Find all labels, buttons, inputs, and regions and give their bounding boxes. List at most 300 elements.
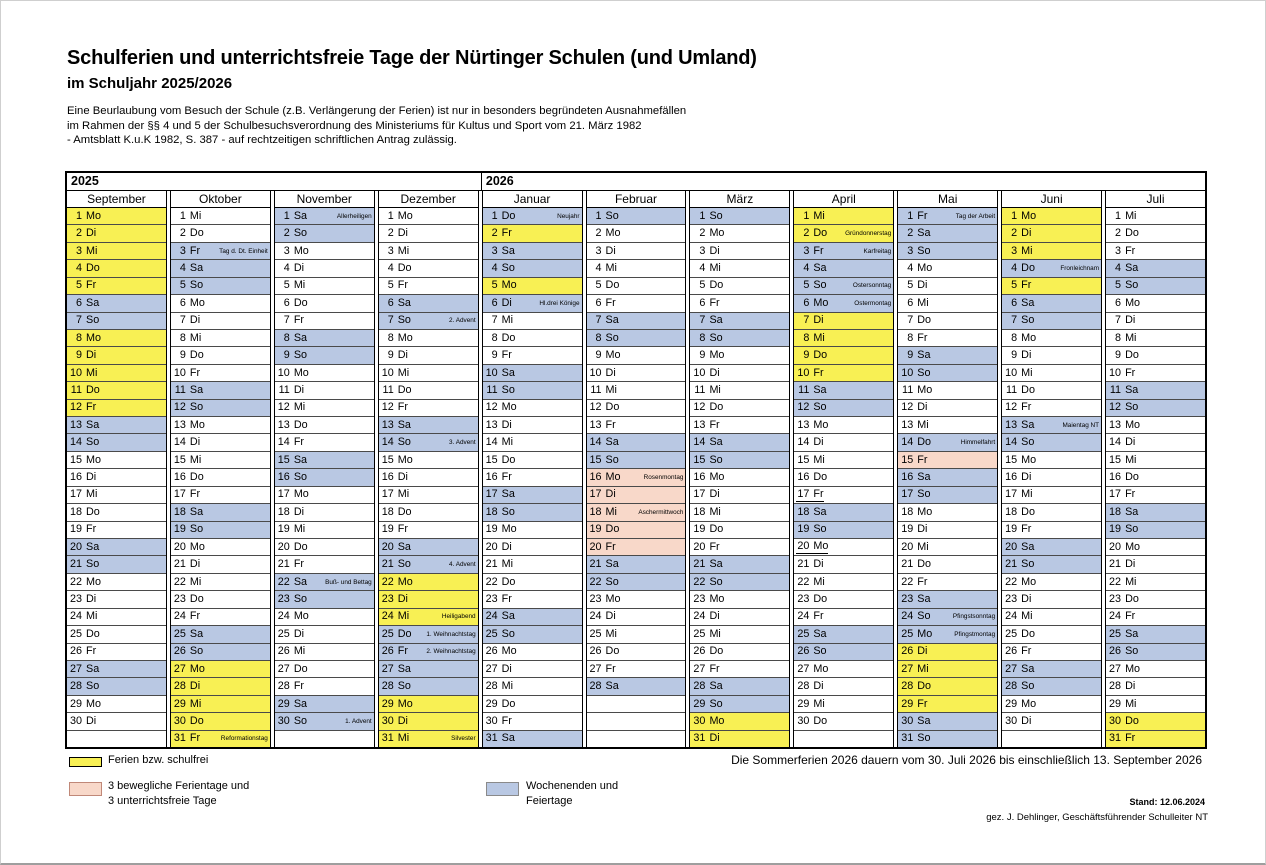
day-label [381,471,408,484]
day-label [1108,367,1135,380]
day-number: 25 [901,627,914,640]
day-cell [587,678,686,695]
day-label [69,698,101,711]
day-number: 4 [387,261,394,274]
day-label [485,279,517,292]
day-number: 16 [173,471,186,484]
day-number: 24 [1005,610,1018,623]
day-number: 22 [1005,575,1018,588]
day-cell [275,522,374,539]
day-weekday: Mo [917,261,933,274]
day-weekday: Do [293,540,308,553]
day-label [796,680,823,693]
day-cell [483,574,582,591]
day-cell [794,574,893,591]
day-weekday: Di [709,732,720,745]
day-weekday: Fr [917,209,928,222]
day-label [277,349,307,362]
day-weekday: So [397,314,411,327]
day-annotation: Ostermontag [854,299,892,307]
day-number: 14 [901,436,914,449]
day-number: 29 [1109,697,1122,710]
day-weekday: Mi [813,697,825,710]
day-cell [898,487,997,504]
day-label [277,628,304,641]
day-cell [1106,434,1205,451]
day-annotation: 2. Advent [448,317,476,325]
day-label [485,610,515,623]
day-weekday: Mo [1125,296,1141,309]
day-number: 7 [1115,314,1122,327]
day-cell [67,713,166,730]
day-weekday: So [1021,314,1035,327]
day-label [69,645,96,658]
day-label [900,245,930,258]
day-label [796,576,824,589]
day-label [1108,506,1138,519]
day-number: 16 [1109,471,1122,484]
day-cell [1106,644,1205,661]
day-number: 29 [485,697,498,710]
day-weekday: Fr [605,418,616,431]
day-number: 24 [277,610,290,623]
day-cell [794,713,893,730]
day-number: 5 [1115,279,1122,292]
day-weekday: Do [709,645,724,658]
day-number: 30 [69,714,82,727]
day-number: 27 [901,662,914,675]
month-column-oktober [170,191,271,747]
intro-line-1: Eine Beurlaubung vom Besuch der Schule (z.B. Verlängerung der Ferien) ist nur in besonders begründeten Ausnahmefällen [67,105,687,117]
day-number: 8 [907,331,914,344]
day-cell [379,295,478,312]
day-cell [690,208,789,225]
day-number: 28 [173,680,186,693]
day-label [692,698,722,711]
month-header: Juni [1002,191,1101,208]
day-label [277,558,304,571]
day-weekday: Mo [709,714,725,727]
day-weekday: Do [86,383,100,396]
day-cell [483,609,582,626]
day-cell [587,591,686,608]
day-label [589,367,616,380]
day-number: 10 [485,366,498,379]
day-weekday: Do [605,401,620,414]
day-label [692,628,720,641]
day-cell [379,504,478,521]
day-weekday: Mi [605,383,617,396]
day-weekday: Mo [917,505,933,518]
day-cell [67,365,166,382]
month-header: März [690,191,789,208]
day-label [589,506,617,519]
day-weekday: Di [1021,592,1032,605]
day-weekday: Mi [397,488,410,501]
day-weekday: Mo [86,453,101,466]
day-number: 2 [387,227,394,240]
day-cell [379,208,478,225]
day-cell [1106,626,1205,643]
day-weekday: Sa [293,575,308,588]
day-weekday: Mi [397,732,410,745]
day-cell [898,452,997,469]
day-label [381,454,413,467]
day-label [277,279,305,292]
day-label [589,645,620,658]
day-label [69,541,99,554]
day-cell [275,330,374,347]
day-cell [587,469,686,486]
day-weekday: Sa [293,697,308,710]
day-number: 8 [595,331,602,344]
day-annotation: Tag d. Dt. Einheit [219,247,268,255]
day-label [692,558,722,571]
day-label [796,419,828,432]
day-label [589,227,621,240]
day-label [692,262,720,275]
day-annotation: Heiligabend [441,613,476,621]
day-label [485,297,512,310]
day-number: 20 [693,540,706,553]
day-weekday: Mi [86,610,98,623]
day-weekday: Mo [813,662,829,675]
day-number: 30 [693,714,706,727]
day-number: 27 [173,662,186,675]
day-cell [1002,330,1101,347]
day-cell [690,556,789,573]
day-weekday: Mi [813,209,825,222]
day-cell [483,556,582,573]
day-label [900,349,930,362]
day-weekday: So [917,488,931,501]
day-number: 2 [907,227,914,240]
day-label [1004,314,1034,327]
day-label [692,680,722,693]
day-label [173,314,200,327]
day-weekday: Mi [501,436,514,449]
day-weekday: Di [397,227,408,240]
day-cell [275,295,374,312]
day-number: 25 [485,627,498,640]
day-weekday: Mi [605,627,617,640]
day-number: 20 [485,540,498,553]
day-label [485,314,513,327]
day-cell [794,556,893,573]
day-label [589,488,616,501]
day-label [277,332,307,345]
day-weekday: Di [605,488,616,501]
day-number: 16 [797,471,810,484]
day-weekday: So [86,680,100,693]
day-weekday: Mo [709,471,725,484]
day-number: 18 [69,505,82,518]
day-label [381,262,412,275]
day-cell [483,539,582,556]
day-number: 11 [902,383,914,396]
day-number: 10 [69,366,82,379]
month-header: Juli [1106,191,1205,208]
day-weekday: Mo [86,697,101,710]
day-label [1004,506,1035,519]
day-label [277,245,309,258]
day-weekday: So [605,575,619,588]
month-header: Januar [483,191,582,208]
day-weekday: Mi [293,523,306,536]
day-number: 24 [381,610,394,623]
day-label [173,454,201,467]
day-weekday: So [917,732,931,745]
page-title: Schulferien und unterrichtsfreie Tage der Nürtinger Schulen (und Umland) [67,47,757,69]
day-cell [379,347,478,364]
day-cell [690,504,789,521]
day-cell [275,678,374,695]
day-label [381,367,409,380]
day-weekday: Do [501,575,516,588]
day-cell [794,504,893,521]
day-cell [67,347,166,364]
day-weekday: Mi [917,540,929,553]
day-label [1108,349,1139,362]
day-cell [794,225,893,242]
month-days [275,208,374,747]
day-weekday: Sa [1125,627,1139,640]
day-cell [275,556,374,573]
day-label [1108,332,1136,345]
day-weekday: Do [813,349,828,362]
day-weekday: Fr [709,296,720,309]
day-label [485,367,515,380]
day-label [692,471,724,484]
day-weekday: Fr [189,366,201,379]
day-weekday: Do [86,505,100,518]
day-label [69,558,99,571]
day-weekday: Mo [293,244,309,257]
month-column-april [793,191,894,747]
day-label [589,401,620,414]
day-number: 19 [901,523,914,536]
day-number: 10 [797,366,810,379]
day-cell [898,539,997,556]
day-label [277,698,307,711]
day-weekday: Sa [917,349,931,362]
day-cell [794,522,893,539]
day-label [1108,419,1140,432]
day-number: 10 [693,366,706,379]
day-cell [67,661,166,678]
day-weekday: So [813,279,827,292]
day-weekday: So [605,331,619,344]
empty-day-cell [67,731,166,747]
day-cell [794,208,893,225]
day-label [277,715,307,728]
day-weekday: Sa [501,610,515,623]
day-number: 6 [283,296,290,309]
day-label [796,279,826,292]
day-number: 23 [589,592,602,605]
day-label [692,210,722,223]
day-number: 11 [70,383,82,396]
day-cell [587,365,686,382]
day-cell [379,469,478,486]
day-number: 4 [283,261,290,274]
day-label [796,715,827,728]
day-cell [898,382,997,399]
day-number: 8 [75,331,82,344]
day-label [69,227,96,240]
day-weekday: Mi [86,366,98,379]
day-cell [794,487,893,504]
day-label [485,506,515,519]
day-cell [1002,382,1101,399]
day-number: 30 [901,714,914,727]
day-weekday: Fr [86,401,97,414]
day-weekday: Fr [86,523,97,536]
day-number: 11 [590,383,602,396]
day-number: 31 [1109,732,1122,745]
day-number: 1 [179,209,186,222]
day-weekday: Do [1021,261,1035,274]
day-number: 27 [693,662,706,675]
day-label [277,663,308,676]
day-number: 8 [387,331,394,344]
day-weekday: Mi [709,383,721,396]
day-label [381,245,409,258]
day-weekday: Sa [86,296,100,309]
day-cell [483,278,582,295]
month-days [171,208,270,747]
day-number: 10 [277,366,290,379]
day-weekday: Do [917,558,932,571]
day-label [173,297,205,310]
day-number: 27 [485,662,498,675]
day-label [692,593,724,606]
day-weekday: Mo [397,697,413,710]
day-cell [275,504,374,521]
day-cell [794,469,893,486]
day-weekday: Di [189,680,201,693]
day-cell [690,609,789,626]
day-weekday: Di [189,558,201,571]
day-number: 13 [797,418,810,431]
day-weekday: Mi [709,505,721,518]
day-label [485,471,512,484]
day-label [796,698,824,711]
day-label [589,419,616,432]
day-number: 23 [797,592,810,605]
day-weekday: Do [709,279,724,292]
day-label [381,419,411,432]
day-label [796,384,826,397]
day-weekday: Mi [501,314,514,327]
day-label [381,332,413,345]
day-label [69,454,101,467]
day-cell [67,626,166,643]
day-label [173,262,203,275]
day-number: 3 [1011,244,1018,257]
day-weekday: Do [1125,592,1139,605]
day-weekday: Mo [397,209,413,222]
day-number: 23 [485,592,498,605]
day-label [1108,454,1136,467]
day-weekday: Fr [189,732,201,745]
day-cell [1002,365,1101,382]
day-weekday: Do [293,418,308,431]
day-weekday: Mo [86,575,101,588]
day-weekday: Mo [397,331,413,344]
day-label [692,663,719,676]
day-number: 24 [173,610,186,623]
day-number: 29 [797,697,810,710]
day-weekday: Sa [813,627,827,640]
day-number: 21 [1109,558,1122,571]
day-cell [67,295,166,312]
day-number: 26 [381,645,394,658]
day-number: 18 [797,505,810,518]
day-weekday: Sa [189,261,204,274]
day-number: 7 [1011,314,1018,327]
day-cell [67,452,166,469]
day-number: 2 [699,227,706,240]
day-weekday: Mo [813,418,829,431]
day-label [485,454,516,467]
day-weekday: Fr [917,697,928,710]
day-label [589,279,620,292]
day-label [173,610,200,623]
day-cell [898,713,997,730]
day-weekday: So [1125,401,1139,414]
day-number: 11 [798,383,810,396]
day-label [485,732,515,745]
day-cell [690,278,789,295]
day-number: 5 [387,279,394,292]
day-label [485,488,515,501]
day-weekday: Mi [189,331,202,344]
day-weekday: So [813,645,827,658]
day-label [69,628,100,641]
day-label [485,401,517,414]
day-number: 25 [173,627,186,640]
day-label [692,454,722,467]
day-number: 3 [1115,244,1122,257]
day-weekday: Di [709,488,720,501]
day-label [900,558,931,571]
day-number: 22 [1109,575,1122,588]
day-cell [67,382,166,399]
day-weekday: Mi [1021,610,1033,623]
day-number: 17 [69,488,82,501]
day-number: 19 [69,523,82,536]
day-cell [275,225,374,242]
day-cell [483,434,582,451]
day-number: 19 [589,523,602,536]
day-number: 22 [173,575,186,588]
day-weekday: Do [605,523,620,536]
day-number: 24 [589,610,602,623]
day-weekday: So [813,401,827,414]
day-label [900,401,927,414]
day-label [589,262,617,275]
day-number: 11 [1109,383,1122,396]
day-cell [379,487,478,504]
day-label [589,663,616,676]
day-cell [483,644,582,661]
day-cell [587,400,686,417]
day-weekday: Mi [1125,331,1137,344]
day-number: 25 [589,627,602,640]
day-weekday: So [397,680,411,693]
day-weekday: Fr [397,523,408,536]
